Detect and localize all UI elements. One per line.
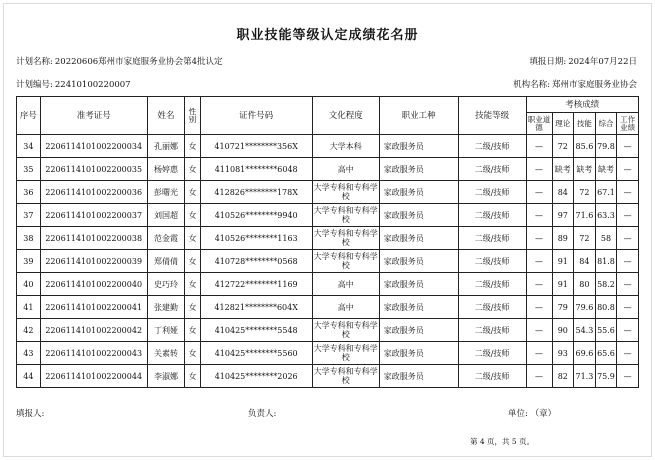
plan-no-value: 22410100220007 xyxy=(54,80,131,90)
cell-occupation: 家政服务员 xyxy=(379,204,458,227)
cell-name: 彭曙光 xyxy=(147,181,185,204)
cell-gender: 女 xyxy=(185,181,200,204)
cell-exam-no: 2206114101002200040 xyxy=(40,273,147,296)
plan-name-value: 20220606郑州市家庭服务业协会第4批认定 xyxy=(54,57,223,67)
cell-level: 二级/技师 xyxy=(458,204,526,227)
cell-id-no: 412826********178X xyxy=(200,181,312,204)
cell-work: — xyxy=(617,273,639,296)
cell-work: — xyxy=(617,250,639,273)
cell-ethics: — xyxy=(526,158,552,181)
cell-occupation: 家政服务员 xyxy=(379,319,458,342)
cell-ethics: — xyxy=(526,319,552,342)
header-occupation: 职业工种 xyxy=(379,97,458,135)
cell-overall: 58 xyxy=(595,227,617,250)
cell-overall: 79.8 xyxy=(595,135,617,158)
cell-id-no: 412821********604X xyxy=(200,296,312,319)
cell-seq: 44 xyxy=(17,365,41,388)
cell-overall: 58.2 xyxy=(595,273,617,296)
cell-ethics: — xyxy=(526,135,552,158)
cell-skill: 79.6 xyxy=(574,296,596,319)
cell-level: 二级/技师 xyxy=(458,273,526,296)
table-row xyxy=(17,135,639,158)
cell-work: — xyxy=(617,227,639,250)
cell-work: — xyxy=(617,319,639,342)
cell-exam-no: 2206114101002200041 xyxy=(40,296,147,319)
cell-skill: 85.6 xyxy=(574,135,596,158)
cell-level: 二级/技师 xyxy=(458,158,526,181)
cell-skill: 54.3 xyxy=(574,319,596,342)
cell-ethics: — xyxy=(526,273,552,296)
table-row xyxy=(17,158,639,181)
cell-education: 大学专科和专科学校 xyxy=(312,319,379,342)
cell-seq: 34 xyxy=(17,135,41,158)
cell-name: 丁利娅 xyxy=(147,319,185,342)
cell-exam-no: 2206114101002200037 xyxy=(40,204,147,227)
cell-occupation: 家政服务员 xyxy=(379,365,458,388)
cell-skill: 71.3 xyxy=(574,365,596,388)
footer-seal: （章） xyxy=(530,409,557,419)
cell-id-no: 411081********6048 xyxy=(200,158,312,181)
cell-id-no: 410728********0568 xyxy=(200,250,312,273)
cell-id-no: 410526********9940 xyxy=(200,204,312,227)
cell-theory: 72 xyxy=(552,135,574,158)
plan-name-line xyxy=(16,55,223,67)
header-overall: 综合 xyxy=(595,113,617,135)
header-ethics: 职业道德 xyxy=(526,113,552,135)
cell-gender: 女 xyxy=(185,204,200,227)
plan-no-line xyxy=(16,78,131,90)
cell-name: 孔丽娜 xyxy=(147,135,185,158)
cell-level: 二级/技师 xyxy=(458,181,526,204)
fill-date-value: 2024年07月22日 xyxy=(568,57,637,67)
cell-level: 二级/技师 xyxy=(458,365,526,388)
cell-education: 大学专科和专科学校 xyxy=(312,181,379,204)
cell-occupation: 家政服务员 xyxy=(379,250,458,273)
table-row xyxy=(17,181,639,204)
cell-occupation: 家政服务员 xyxy=(379,273,458,296)
plan-no-label: 计划编号: xyxy=(16,80,53,90)
cell-level: 二级/技师 xyxy=(458,342,526,365)
cell-work: — xyxy=(617,135,639,158)
cell-education: 大学本科 xyxy=(312,135,379,158)
cell-overall: 75.9 xyxy=(595,365,617,388)
header-gender: 性别 xyxy=(185,97,200,135)
footer-unit-label: 单位: xyxy=(508,409,528,419)
cell-education: 高中 xyxy=(312,296,379,319)
header-scores: 考核成绩 xyxy=(526,97,638,113)
table-row xyxy=(17,273,639,296)
header-level: 技能等级 xyxy=(458,97,526,135)
table-row xyxy=(17,342,639,365)
cell-exam-no: 2206114101002200043 xyxy=(40,342,147,365)
cell-gender: 女 xyxy=(185,342,200,365)
cell-gender: 女 xyxy=(185,135,200,158)
cell-gender: 女 xyxy=(185,319,200,342)
cell-exam-no: 2206114101002200034 xyxy=(40,135,147,158)
cell-gender: 女 xyxy=(185,296,200,319)
cell-overall: 81.8 xyxy=(595,250,617,273)
cell-theory: 97 xyxy=(552,204,574,227)
cell-work: — xyxy=(617,296,639,319)
header-education: 文化程度 xyxy=(312,97,379,135)
cell-seq: 38 xyxy=(17,227,41,250)
cell-level: 二级/技师 xyxy=(458,296,526,319)
fill-date-line xyxy=(529,55,637,67)
cell-id-no: 410425********5548 xyxy=(200,319,312,342)
cell-theory: 93 xyxy=(552,342,574,365)
cell-gender: 女 xyxy=(185,273,200,296)
cell-occupation: 家政服务员 xyxy=(379,227,458,250)
cell-seq: 41 xyxy=(17,296,41,319)
header-theory: 理论 xyxy=(552,113,574,135)
cell-education: 高中 xyxy=(312,158,379,181)
cell-name: 李淑娜 xyxy=(147,365,185,388)
cell-work: — xyxy=(617,342,639,365)
header-exam-no: 准考证号 xyxy=(40,97,147,135)
cell-name: 史巧玲 xyxy=(147,273,185,296)
cell-occupation: 家政服务员 xyxy=(379,158,458,181)
cell-name: 关素转 xyxy=(147,342,185,365)
cell-seq: 39 xyxy=(17,250,41,273)
plan-name-label: 计划名称: xyxy=(16,57,53,67)
cell-theory: 79 xyxy=(552,296,574,319)
cell-skill: 72 xyxy=(574,227,596,250)
cell-ethics: — xyxy=(526,365,552,388)
cell-seq: 42 xyxy=(17,319,41,342)
cell-skill: 71.6 xyxy=(574,204,596,227)
cell-id-no: 410425********2026 xyxy=(200,365,312,388)
table-row xyxy=(17,204,639,227)
cell-name: 刘国超 xyxy=(147,204,185,227)
cell-ethics: — xyxy=(526,181,552,204)
cell-gender: 女 xyxy=(185,227,200,250)
cell-id-no: 410425********5560 xyxy=(200,342,312,365)
cell-exam-no: 2206114101002200039 xyxy=(40,250,147,273)
cell-level: 二级/技师 xyxy=(458,135,526,158)
cell-education: 高中 xyxy=(312,273,379,296)
table-row xyxy=(17,365,639,388)
cell-name: 张建勤 xyxy=(147,296,185,319)
cell-id-no: 412722********1169 xyxy=(200,273,312,296)
cell-gender: 女 xyxy=(185,250,200,273)
footer-filler: 填报人: xyxy=(16,409,45,419)
header-skill: 技能 xyxy=(574,113,596,135)
cell-gender: 女 xyxy=(185,365,200,388)
footer-unit xyxy=(508,407,556,419)
org-label: 机构名称: xyxy=(513,80,550,90)
cell-exam-no: 2206114101002200038 xyxy=(40,227,147,250)
cell-education: 大学专科和专科学校 xyxy=(312,204,379,227)
cell-skill: 80 xyxy=(574,273,596,296)
header-name: 姓名 xyxy=(147,97,185,135)
cell-id-no: 410526********1163 xyxy=(200,227,312,250)
cell-work: — xyxy=(617,365,639,388)
cell-seq: 36 xyxy=(17,181,41,204)
cell-exam-no: 2206114101002200042 xyxy=(40,319,147,342)
header-id-no: 证件号码 xyxy=(200,97,312,135)
cell-ethics: — xyxy=(526,227,552,250)
table-row xyxy=(17,296,639,319)
cell-overall: 67.1 xyxy=(595,181,617,204)
cell-gender: 女 xyxy=(185,158,200,181)
cell-skill: 缺考 xyxy=(574,158,596,181)
footer-responsible: 负责人: xyxy=(248,409,277,419)
cell-skill: 69.6 xyxy=(574,342,596,365)
cell-occupation: 家政服务员 xyxy=(379,181,458,204)
cell-level: 二级/技师 xyxy=(458,250,526,273)
cell-exam-no: 2206114101002200035 xyxy=(40,158,147,181)
cell-level: 二级/技师 xyxy=(458,319,526,342)
cell-seq: 40 xyxy=(17,273,41,296)
fill-date-label: 填报日期: xyxy=(529,57,567,67)
cell-theory: 82 xyxy=(552,365,574,388)
table-row xyxy=(17,319,639,342)
page-number: 第 4 页，共 5 页。 xyxy=(470,437,535,446)
cell-theory: 84 xyxy=(552,181,574,204)
cell-theory: 缺考 xyxy=(552,158,574,181)
cell-skill: 84 xyxy=(574,250,596,273)
cell-overall: 55.6 xyxy=(595,319,617,342)
cell-occupation: 家政服务员 xyxy=(379,342,458,365)
cell-exam-no: 2206114101002200036 xyxy=(40,181,147,204)
cell-name: 郑倩倩 xyxy=(147,250,185,273)
org-value: 郑州市家庭服务业协会 xyxy=(551,80,637,90)
cell-level: 二级/技师 xyxy=(458,227,526,250)
header-seq: 序号 xyxy=(17,97,41,135)
cell-education: 大学专科和专科学校 xyxy=(312,250,379,273)
cell-name: 杨婷惠 xyxy=(147,158,185,181)
cell-overall: 缺考 xyxy=(595,158,617,181)
cell-overall: 63.3 xyxy=(595,204,617,227)
cell-occupation: 家政服务员 xyxy=(379,296,458,319)
cell-seq: 37 xyxy=(17,204,41,227)
cell-ethics: — xyxy=(526,250,552,273)
cell-ethics: — xyxy=(526,296,552,319)
cell-occupation: 家政服务员 xyxy=(379,135,458,158)
cell-theory: 90 xyxy=(552,319,574,342)
table-row xyxy=(17,250,639,273)
table-row xyxy=(17,227,639,250)
cell-ethics: — xyxy=(526,204,552,227)
cell-skill: 72 xyxy=(574,181,596,204)
org-line xyxy=(513,78,637,90)
header-work: 工作业绩 xyxy=(617,113,639,135)
cell-seq: 35 xyxy=(17,158,41,181)
cell-theory: 89 xyxy=(552,227,574,250)
cell-name: 范金霞 xyxy=(147,227,185,250)
document-title: 职业技能等级认定成绩花名册 xyxy=(236,28,419,43)
cell-work: — xyxy=(617,204,639,227)
cell-work: — xyxy=(617,158,639,181)
cell-education: 大学专科和专科学校 xyxy=(312,365,379,388)
cell-work: — xyxy=(617,181,639,204)
cell-ethics: — xyxy=(526,342,552,365)
cell-exam-no: 2206114101002200044 xyxy=(40,365,147,388)
cell-theory: 91 xyxy=(552,250,574,273)
cell-education: 大学专科和专科学校 xyxy=(312,342,379,365)
cell-seq: 43 xyxy=(17,342,41,365)
score-roster-table xyxy=(16,96,639,388)
cell-overall: 65.6 xyxy=(595,342,617,365)
cell-education: 大学专科和专科学校 xyxy=(312,227,379,250)
cell-overall: 80.8 xyxy=(595,296,617,319)
cell-theory: 91 xyxy=(552,273,574,296)
cell-id-no: 410721********356X xyxy=(200,135,312,158)
